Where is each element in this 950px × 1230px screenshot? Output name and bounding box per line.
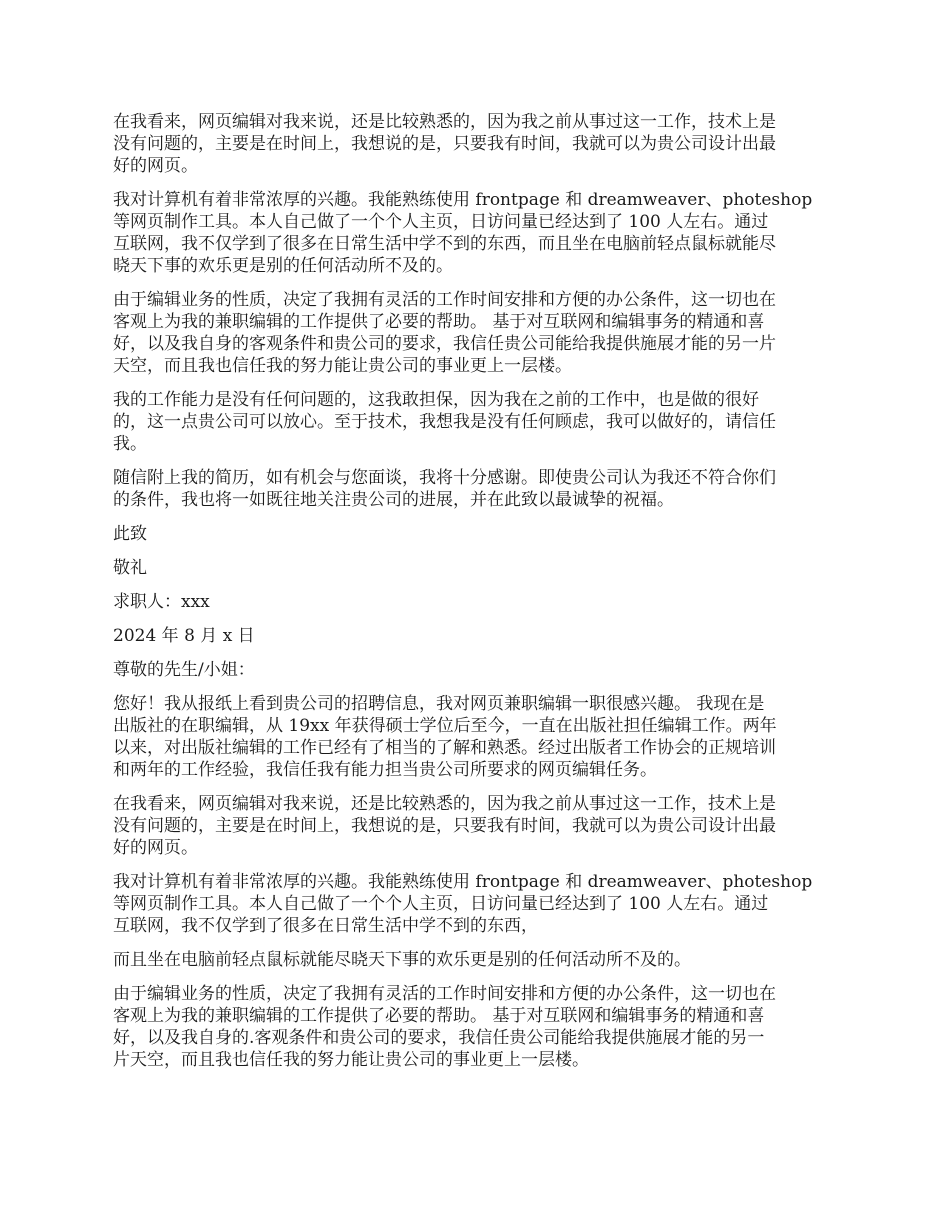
paragraph [113, 591, 841, 613]
text-line: 晓天下事的欢乐更是别的任何活动所不及的。 [113, 256, 453, 276]
text-line: 您好！我从报纸上看到贵公司的招聘信息，我对网页兼职编辑一职很感兴趣。 我现在是 [113, 694, 765, 714]
paragraph [113, 111, 841, 177]
text-line: 好，以及我自身的.客观条件和贵公司的要求，我信任贵公司能给我提供施展才能的另一 [113, 1028, 765, 1048]
paragraph [113, 625, 841, 647]
paragraph [113, 557, 841, 579]
paragraph [113, 949, 841, 971]
text-line: 等网页制作工具。本人自己做了一个个人主页，日访问量已经达到了 100 人左右。通过 [113, 212, 769, 232]
text-line: 我对计算机有着非常浓厚的兴趣。我能熟练使用 frontpage 和 dreamweaver、photeshop [113, 872, 813, 892]
text-line: 的条件，我也将一如既往地关注贵公司的进展，并在此致以最诚挚的祝福。 [113, 490, 674, 510]
text-line: 我对计算机有着非常浓厚的兴趣。我能熟练使用 frontpage 和 dreamweaver、photeshop [113, 190, 813, 210]
paragraph [113, 871, 841, 937]
text-line: 敬礼 [113, 558, 147, 578]
text-line: 我的工作能力是没有任何问题的，这我敢担保，因为我在之前的工作中，也是做的很好 [113, 390, 759, 410]
text-line: 2024 年 8 月 x 日 [113, 626, 255, 646]
paragraph [113, 693, 841, 781]
text-line: 客观上为我的兼职编辑的工作提供了必要的帮助。 基于对互联网和编辑事务的精通和喜 [113, 312, 765, 332]
letter-body [113, 111, 841, 1083]
text-line: 的，这一点贵公司可以放心。至于技术，我想我是没有任何顾虑，我可以做好的，请信任 [113, 412, 776, 432]
paragraph [113, 983, 841, 1071]
paragraph [113, 523, 841, 545]
paragraph [113, 659, 841, 681]
text-line: 没有问题的，主要是在时间上，我想说的是，只要我有时间，我就可以为贵公司设计出最 [113, 816, 776, 836]
text-line: 出版社的在职编辑，从 19xx 年获得硕士学位后至今，一直在出版社担任编辑工作。两年 [113, 716, 777, 736]
text-line: 由于编辑业务的性质，决定了我拥有灵活的工作时间安排和方便的办公条件，这一切也在 [113, 984, 776, 1004]
paragraph [113, 467, 841, 511]
text-line: 和两年的工作经验，我信任我有能力担当贵公司所要求的网页编辑任务。 [113, 760, 657, 780]
text-line: 等网页制作工具。本人自己做了一个个人主页，日访问量已经达到了 100 人左右。通过 [113, 894, 769, 914]
text-line: 以来，对出版社编辑的工作已经有了相当的了解和熟悉。经过出版者工作协会的正规培训 [113, 738, 776, 758]
text-line: 好的网页。 [113, 838, 198, 858]
text-line: 好的网页。 [113, 156, 198, 176]
text-line: 好，以及我自身的客观条件和贵公司的要求，我信任贵公司能给我提供施展才能的另一片 [113, 334, 776, 354]
text-line: 尊敬的先生/小姐： [113, 660, 255, 680]
paragraph [113, 389, 841, 455]
text-line: 在我看来，网页编辑对我来说，还是比较熟悉的，因为我之前从事过这一工作，技术上是 [113, 794, 776, 814]
text-line: 随信附上我的简历，如有机会与您面谈，我将十分感谢。即使贵公司认为我还不符合你们 [113, 468, 776, 488]
text-line: 我。 [113, 434, 147, 454]
text-line: 此致 [113, 524, 147, 544]
text-line: 天空，而且我也信任我的努力能让贵公司的事业更上一层楼。 [113, 356, 572, 376]
text-line: 互联网，我不仅学到了很多在日常生活中学不到的东西，而且坐在电脑前轻点鼠标就能尽 [113, 234, 776, 254]
text-line: 由于编辑业务的性质，决定了我拥有灵活的工作时间安排和方便的办公条件，这一切也在 [113, 290, 776, 310]
paragraph [113, 289, 841, 377]
text-line: 而且坐在电脑前轻点鼠标就能尽晓天下事的欢乐更是别的任何活动所不及的。 [113, 950, 691, 970]
text-line: 互联网，我不仅学到了很多在日常生活中学不到的东西， [113, 916, 538, 936]
text-line: 片天空，而且我也信任我的努力能让贵公司的事业更上一层楼。 [113, 1050, 589, 1070]
paragraph [113, 793, 841, 859]
text-line: 求职人：xxx [113, 592, 210, 612]
paragraph [113, 189, 841, 277]
text-line: 在我看来，网页编辑对我来说，还是比较熟悉的，因为我之前从事过这一工作，技术上是 [113, 112, 776, 132]
text-line: 没有问题的，主要是在时间上，我想说的是，只要我有时间，我就可以为贵公司设计出最 [113, 134, 776, 154]
text-line: 客观上为我的兼职编辑的工作提供了必要的帮助。 基于对互联网和编辑事务的精通和喜 [113, 1006, 765, 1026]
